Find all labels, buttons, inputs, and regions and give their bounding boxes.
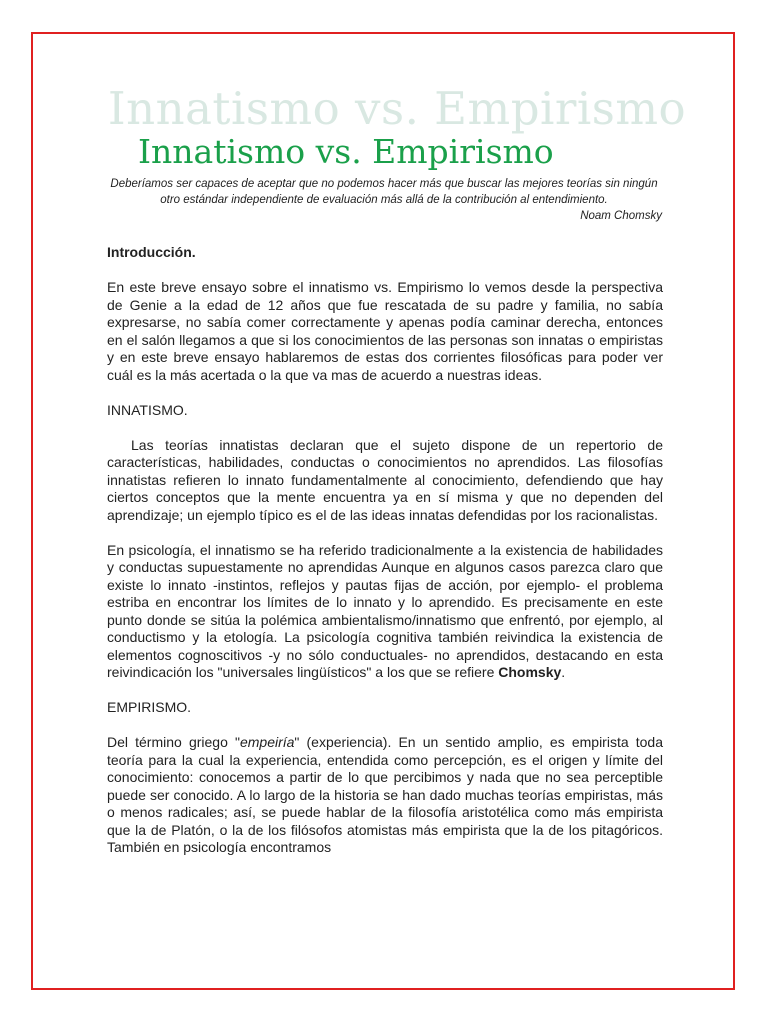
empirismo-paragraph-1-text: " (experiencia). En un sentido amplio, es empirista toda teoría para la cual la experiencia, entendida como percepción, es el origen y límite del conocimiento: conocemos a partir de lo que percibimos y nada que no sea perceptible puede ser conocido. A lo largo de la historia se han dado muchas teorías empiristas, más o menos radicales; así, se puede hablar de la filosofía aristotélica como más empirista que la de Platón, o la de los filósofos atomistas más empirista que la de los pitagóricos. También en psicología encontramos bbox=[107, 734, 663, 855]
empirismo-paragraph-1-start: Del término griego " bbox=[107, 734, 240, 750]
innatismo-paragraph-2-end: . bbox=[561, 664, 566, 680]
innatismo-heading: INNATISMO. bbox=[107, 401, 188, 418]
quote-author: Noam Chomsky bbox=[580, 210, 662, 222]
intro-paragraph: En este breve ensayo sobre el innatismo vs. Empirismo lo vemos desde la perspectiva de Genie a la edad de 12 años que fue rescatada de su padre y familia, no sabía expresarse, no sabía comer correctamente y apenas podía caminar derecha, entonces en el salón llegamos a que si los conocimientos de las personas son innatas o empiristas y en este breve ensayo hablaremos de estas dos corrientes filosóficas para poder ver cuál es la más acertada o la que va mas de acuerdo a nuestras ideas. bbox=[107, 279, 663, 383]
empeiria-italic: empeiría bbox=[239, 734, 295, 750]
innatismo-paragraph-2 bbox=[107, 542, 663, 682]
innatismo-paragraph-1: Las teorías innatistas declaran que el sujeto dispone de un repertorio de características, habilidades, conductas o conocimientos no aprendidos. Las filosofías innatistas refieren lo innato fundamentalmente al conocimiento, defendiendo que hay ciertos conceptos que la mente encuentra ya en sí misma y que no dependen del aprendizaje; un ejemplo típico es el de las ideas innatas defendidas por los racionalistas. bbox=[107, 436, 663, 523]
quote-text: Deberíamos ser capaces de aceptar que no podemos hacer más que buscar las mejores teorías sin ningún otro estándar independiente de evaluación más allá de la contribución al entendimiento. bbox=[110, 178, 658, 206]
ghost-title: Innatismo vs. Empirismo bbox=[107, 82, 687, 135]
document-body bbox=[107, 244, 663, 874]
empirismo-heading: EMPIRISMO. bbox=[107, 699, 192, 715]
innatismo-paragraph-2-text: En psicología, el innatismo se ha referido tradicionalmente a la existencia de habilidades y conductas supuestamente no aprendidas Aunque en algunos casos parezca claro que existe lo innato -instintos, reflejos y pautas fijas de acción, por ejemplo- el problema estriba en encontrar los límites de lo innato y lo aprendido. Es precisamente en este punto donde se sitúa la polémica ambientalismo/innatismo que enfrentó, por ejemplo, al conductismo y la etología. La psicología cognitiva también reivindica la existencia de elementos cognoscitivos -y no sólo conductuales- no aprendidos, destacando en esta reivindicación los "universales lingüísticos" a los que se refiere bbox=[107, 541, 663, 680]
page-title: Innatismo vs. Empirismo bbox=[138, 132, 554, 171]
epigraph-quote bbox=[106, 176, 662, 224]
intro-heading: Introducción. bbox=[107, 244, 196, 260]
empirismo-paragraph-1 bbox=[107, 734, 663, 857]
chomsky-bold: Chomsky bbox=[498, 664, 562, 680]
